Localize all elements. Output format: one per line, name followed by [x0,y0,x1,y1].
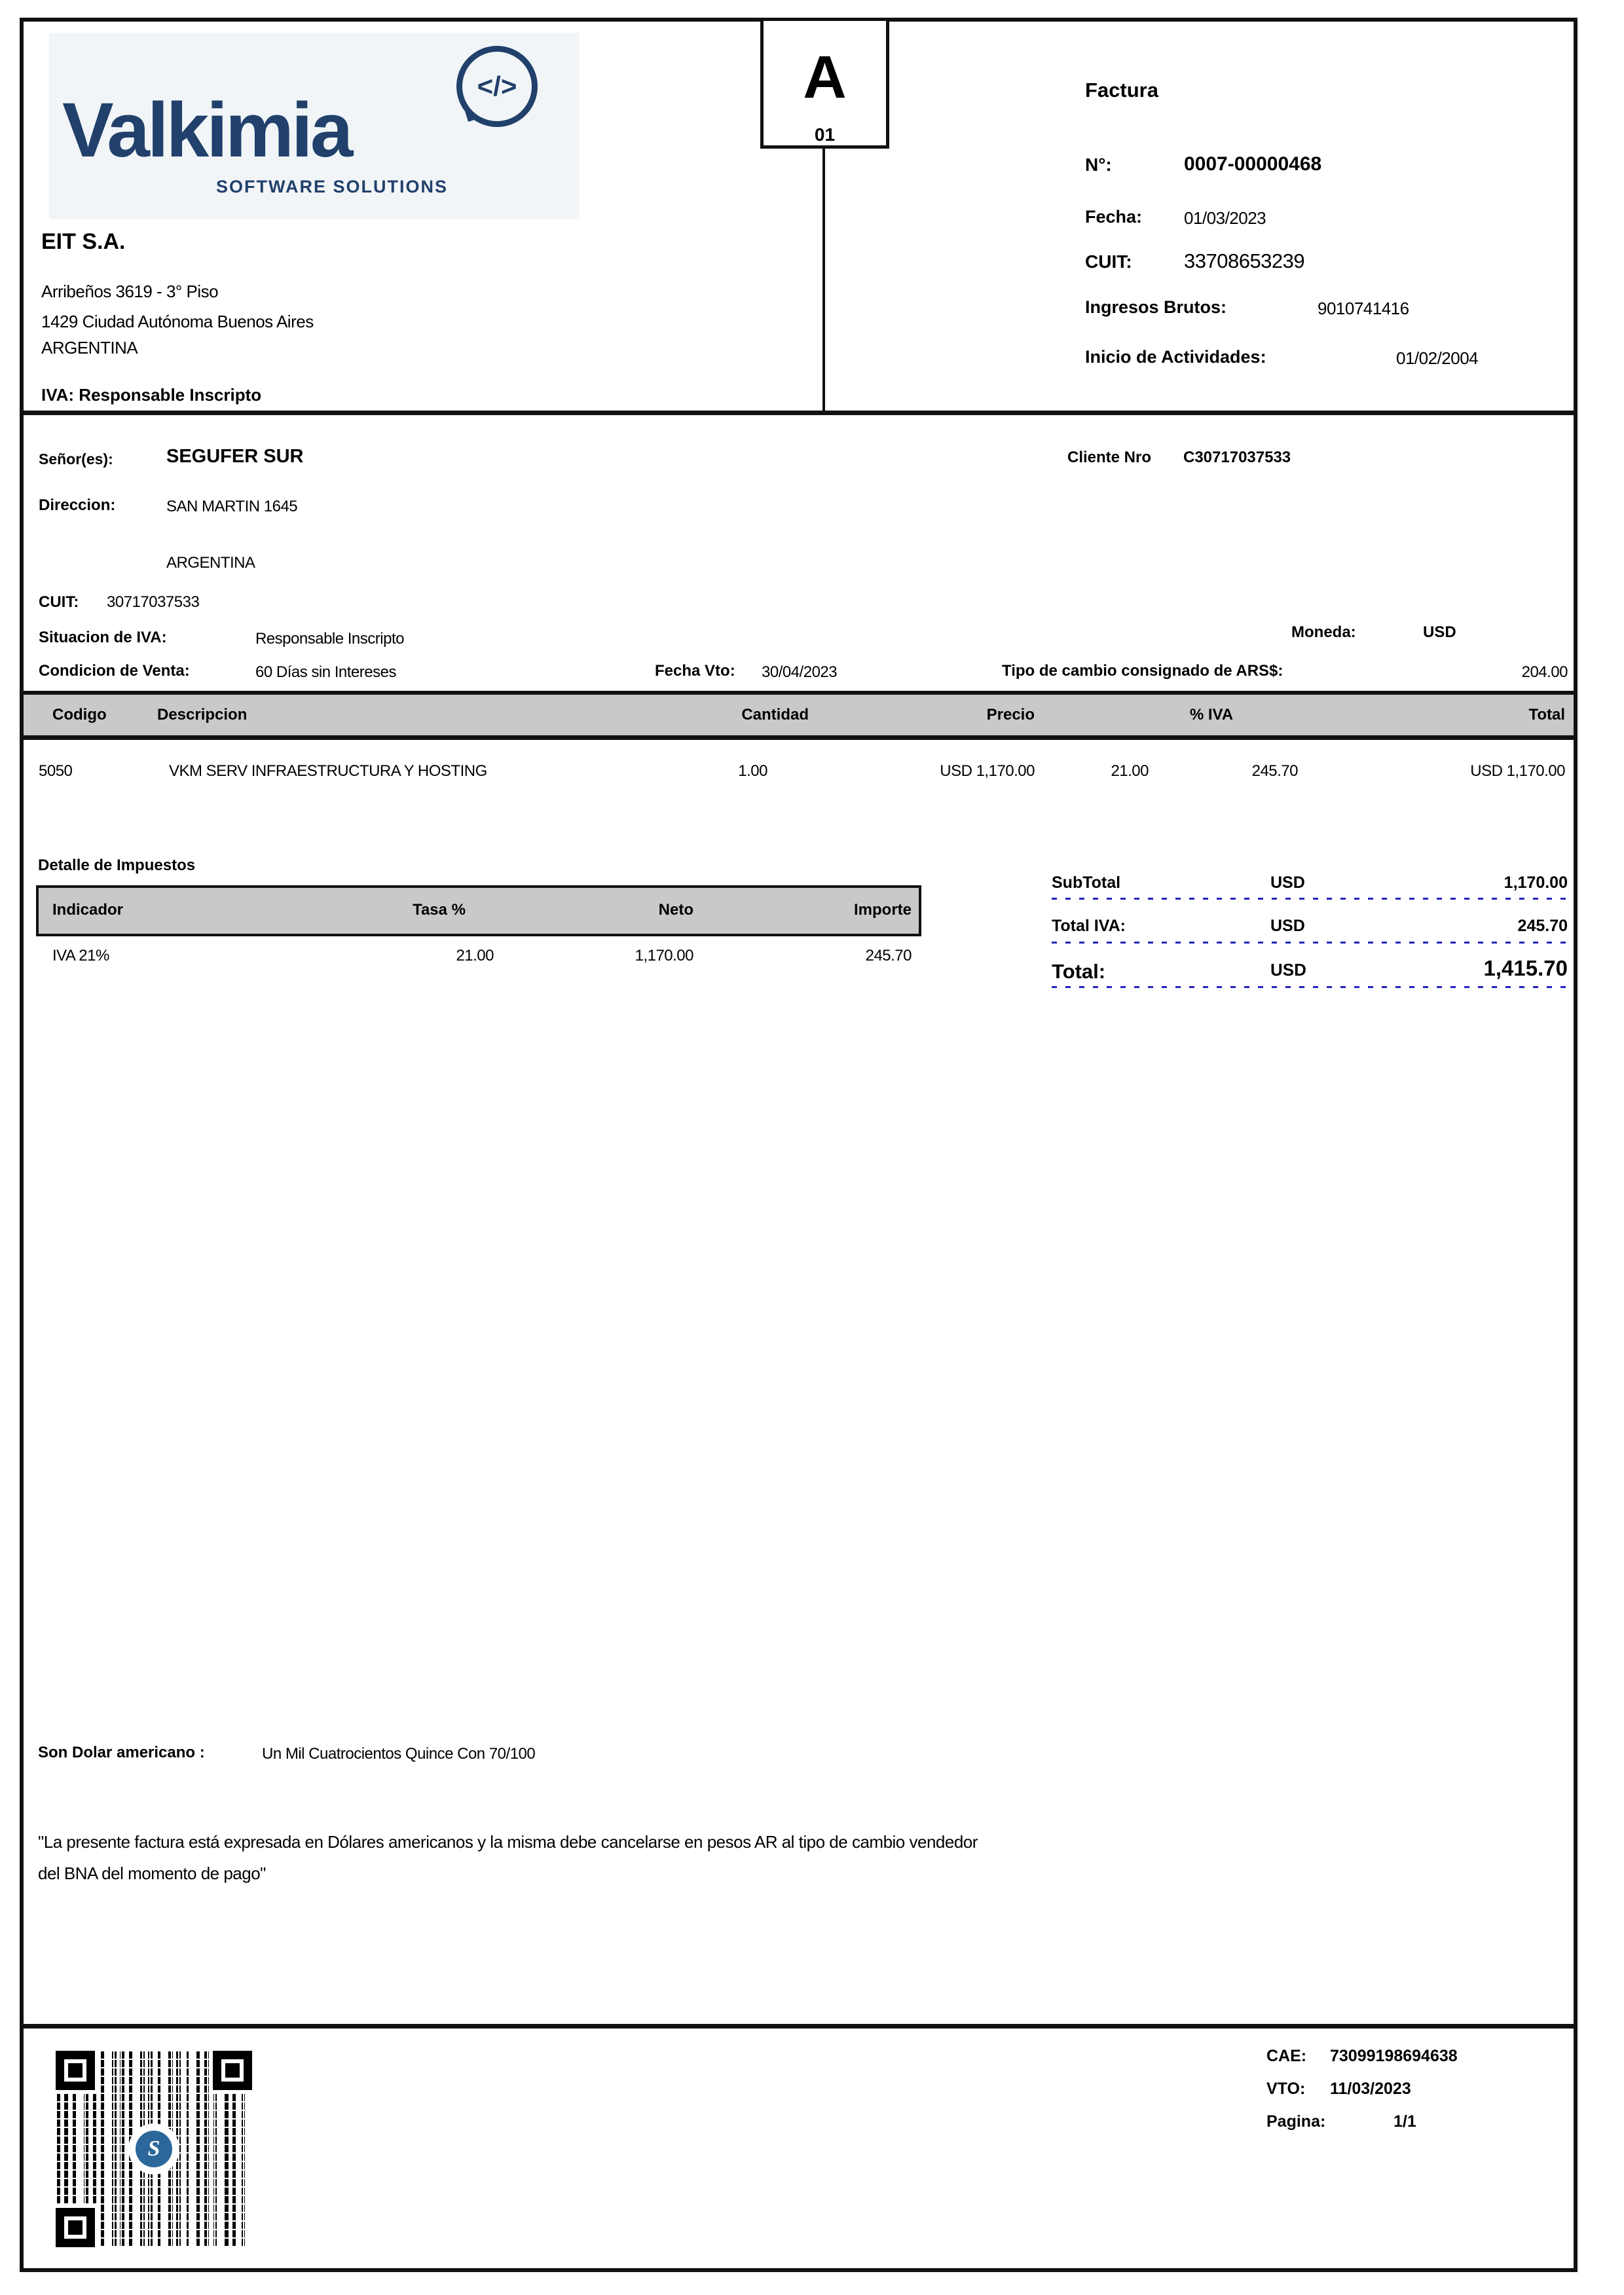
total-iva-divider [1052,942,1568,944]
currency: USD [1423,623,1456,641]
company-logo-tagline: SOFTWARE SOLUTIONS [216,177,449,196]
customer-iva: Responsable Inscripto [255,630,404,648]
code-glyph: </> [477,71,517,101]
customer-address-label: Direccion: [39,496,116,514]
exchange-rate-label: Tipo de cambio consignado de ARS$: [1002,662,1283,680]
items-header-price: Precio [986,706,1035,724]
item-quantity: 1.00 [738,762,767,780]
invoice-title: Factura [1085,79,1158,101]
page-number-value: 1/1 [1393,2112,1416,2131]
legal-text-line2: del BNA del momento de pago" [38,1864,266,1883]
qr-center-logo [128,2123,179,2175]
items-header-total: Total [1528,706,1565,724]
item-total: USD 1,170.00 [1470,762,1565,780]
seller-address-line1: Arribeños 3619 - 3° Piso [41,282,219,301]
invoice-date: 01/03/2023 [1184,208,1266,228]
customer-senores-label: Señor(es): [39,450,113,468]
invoice-type-letter: A [803,44,847,111]
invoice-cuit-label: CUIT: [1085,251,1132,272]
company-logo-wordmark: Valkimia [62,87,351,174]
customer-iva-label: Situacion de IVA: [39,629,167,646]
seller-iva-status: IVA: Responsable Inscripto [41,385,262,405]
customer-number: C30717037533 [1183,449,1291,466]
currency-label: Moneda: [1291,623,1356,641]
subtotal-currency: USD [1270,873,1305,892]
subtotal-label: SubTotal [1052,873,1121,892]
seller-address-line2: 1429 Ciudad Autónoma Buenos Aires [41,312,314,331]
footer-divider-line [20,2024,1578,2029]
qr-code [56,2051,252,2247]
tax-rate: 21.00 [456,947,494,964]
customer-name: SEGUFER SUR [166,446,304,467]
customer-address: SAN MARTIN 1645 [166,498,298,515]
document-border [20,18,1578,2272]
invoice-date-label: Fecha: [1085,207,1143,227]
tax-net: 1,170.00 [635,947,693,964]
code-bubble-icon [456,46,538,127]
seller-address-line3: ARGENTINA [41,338,138,358]
invoice-iibb: 9010741416 [1318,299,1409,318]
invoice-inicio: 01/02/2004 [1396,348,1479,368]
invoice-type-code: 01 [814,124,836,145]
qr-finder-top-right [213,2051,252,2090]
customer-number-label: Cliente Nro [1067,449,1152,466]
item-code: 5050 [39,762,73,780]
invoice-inicio-label: Inicio de Actividades: [1085,347,1266,367]
items-header-iva: % IVA [1189,706,1234,724]
page-number-label: Pagina: [1266,2112,1326,2131]
total-currency: USD [1270,960,1306,980]
sale-condition-label: Condicion de Venta: [39,662,190,680]
cae-value: 73099198694638 [1330,2047,1458,2065]
qr-center-logo-glyph: S [136,2131,172,2167]
exchange-rate: 204.00 [1521,663,1568,681]
subtotal-value: 1,170.00 [1504,873,1568,892]
total-iva-label: Total IVA: [1052,917,1126,935]
invoice-cuit: 33708653239 [1184,249,1305,272]
customer-country: ARGENTINA [166,554,255,572]
cae-label: CAE: [1266,2047,1307,2065]
items-header-bottom-line [20,735,1578,740]
header-vertical-divider [822,149,825,413]
due-date: 30/04/2023 [762,663,838,681]
invoice-number: 0007-00000468 [1184,153,1322,175]
total-value: 1,415.70 [1483,956,1568,980]
seller-name: EIT S.A. [41,229,126,254]
legal-text-line1: "La presente factura está expresada en Dólares americanos y la misma debe cancelarse en pesos AR al tipo de cambio vendedor [38,1832,978,1852]
qr-finder-top-left [56,2051,95,2090]
tax-header-amount: Importe [853,901,912,919]
customer-cuit: 30717037533 [107,593,200,611]
amount-words-label: Son Dolar americano : [38,1744,205,1761]
items-header-code: Codigo [52,706,107,724]
amount-words-value: Un Mil Cuatrocientos Quince Con 70/100 [262,1745,536,1763]
due-date-label: Fecha Vto: [655,662,735,680]
tax-detail-title: Detalle de Impuestos [38,856,196,874]
item-iva-percent: 21.00 [1111,762,1149,780]
total-divider [1052,986,1568,988]
total-label: Total: [1052,960,1106,983]
qr-finder-bottom-left [56,2208,95,2247]
tax-header-indicator: Indicador [52,901,124,919]
items-header-desc: Descripcion [157,706,248,724]
header-divider-line [20,411,1578,415]
total-iva-value: 245.70 [1517,917,1568,935]
tax-header-net: Neto [658,901,693,919]
items-header-qty: Cantidad [741,706,809,724]
sale-condition: 60 Días sin Intereses [255,663,396,681]
item-description: VKM SERV INFRAESTRUCTURA Y HOSTING [169,762,487,780]
total-iva-currency: USD [1270,917,1305,935]
invoice-type-box [760,18,889,149]
invoice-iibb-label: Ingresos Brutos: [1085,297,1227,317]
cae-vto-value: 11/03/2023 [1330,2080,1411,2098]
tax-header-rate: Tasa % [413,901,466,919]
customer-cuit-label: CUIT: [39,593,79,611]
item-price: USD 1,170.00 [940,762,1035,780]
subtotal-divider [1052,898,1568,900]
cae-vto-label: VTO: [1266,2080,1306,2098]
invoice-number-label: N°: [1085,155,1112,175]
item-iva-amount: 245.70 [1251,762,1298,780]
tax-indicator: IVA 21% [52,947,109,964]
tax-amount: 245.70 [865,947,912,964]
